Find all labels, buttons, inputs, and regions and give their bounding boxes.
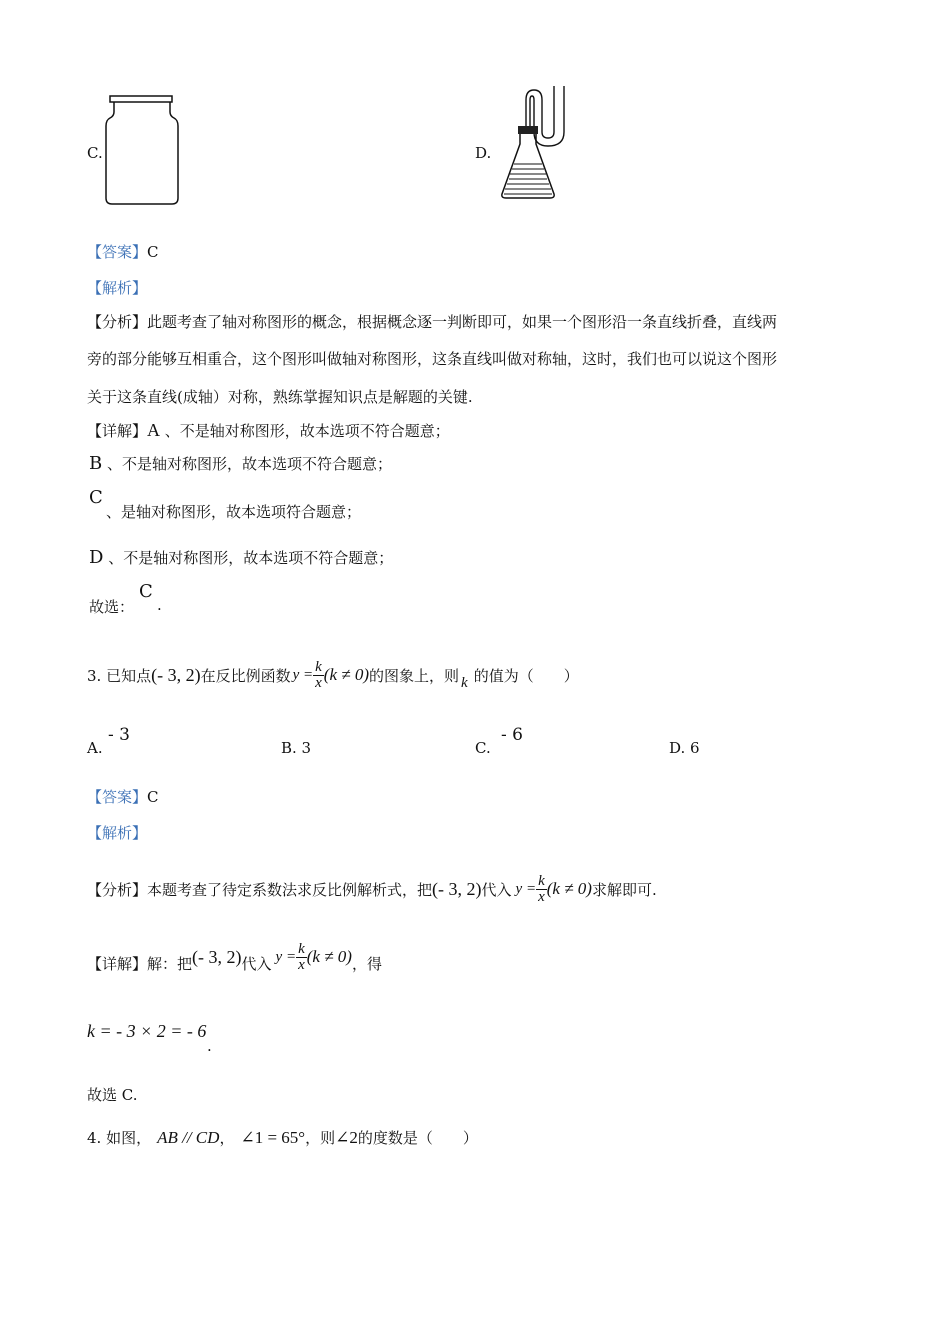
q3-option-d: D. 6: [669, 739, 700, 757]
q4-angle2: ∠2: [335, 1127, 358, 1147]
detail-func-condition: (k ≠ 0): [306, 947, 352, 966]
analysis-text2: 代入: [481, 880, 512, 899]
analysis-text1: 本题考查了待定系数法求反比例解析式，把: [147, 880, 433, 899]
q4-mid: ，则: [305, 1129, 336, 1147]
q3-choose: 故选 C.: [87, 1086, 138, 1104]
analysis-tag: 【分析】: [87, 313, 148, 331]
q2-answer: [87, 241, 159, 262]
letter-d: D: [89, 547, 104, 568]
q2-choose-prefix: 故选：: [89, 598, 135, 616]
detail-text3: ，得: [351, 954, 382, 973]
detail-a-text: 、不是轴对称图形，故本选项不符合题意；: [164, 422, 450, 440]
q3-analysis: [87, 866, 657, 912]
q2-analysis-line3: 关于这条直线(成轴）对称，熟练掌握知识点是解题的关键.: [87, 388, 473, 406]
answer-value: C: [147, 788, 159, 806]
q3-explain-tag: 【解析】: [87, 824, 148, 842]
q2-detail-d: [89, 547, 393, 568]
detail-text2: 代入: [241, 954, 272, 973]
analysis-func-y: y =: [515, 880, 537, 897]
answer-value: C: [147, 243, 159, 261]
q3-suffix: 的值为（ ）: [473, 666, 579, 685]
option-d-label: D.: [475, 144, 492, 162]
letter-c: C: [89, 487, 103, 508]
q4-angle1: ∠1 = 65°: [240, 1127, 306, 1147]
analysis-tag: 【分析】: [87, 880, 148, 899]
q2-analysis-line1: [87, 311, 777, 332]
analysis-func-condition: (k ≠ 0): [546, 879, 592, 898]
letter-a: A: [147, 420, 161, 440]
detail-text1: 解：把: [147, 954, 193, 973]
fraction-numerator: k: [538, 872, 545, 889]
q4-suffix: 的度数是（ ）: [357, 1129, 478, 1147]
detail-b-text: 、不是轴对称图形，故本选项不符合题意；: [107, 455, 393, 473]
q3-stem: [87, 652, 579, 698]
fraction-numerator: k: [315, 658, 322, 675]
detail-tag: 【详解】: [87, 422, 148, 440]
q3-point: (- 3, 2): [151, 664, 201, 685]
fraction-denominator: x: [315, 674, 322, 691]
fraction-numerator: k: [298, 940, 305, 957]
detail-tag: 【详解】: [87, 954, 148, 973]
q2-analysis-line2: 旁的部分能够互相重合，这个图形叫做轴对称图形，这条直线叫做对称轴，这时，我们也可以说这个图形: [87, 350, 778, 368]
q3-option-b: B. 3: [281, 739, 312, 757]
q3-fraction: [313, 660, 324, 691]
q3-option-c-label: C.: [475, 739, 491, 757]
flask-with-tube-figure: [498, 82, 570, 204]
detail-fraction: [296, 942, 307, 973]
answer-tag: 【答案】: [87, 788, 148, 806]
q2-detail-b: [89, 453, 392, 474]
q3-var-k: k: [461, 674, 468, 691]
q3-detail: [87, 940, 382, 986]
letter-b: B: [89, 453, 103, 474]
q2-detail-c-text: 、是轴对称图形，故本选项符合题意；: [106, 503, 362, 521]
q2-detail-a: [87, 420, 450, 441]
q3-option-a-label: A.: [87, 739, 103, 757]
analysis-text3: 求解即可.: [591, 880, 657, 899]
q3-equation-dot: .: [207, 1037, 212, 1055]
fraction-denominator: x: [538, 888, 545, 905]
fraction-denominator: x: [298, 956, 305, 973]
analysis-point: (- 3, 2): [432, 878, 482, 899]
q3-mid: 在反比例函数: [200, 666, 291, 685]
detail-point: (- 3, 2): [192, 946, 242, 967]
wide-mouth-bottle-figure: [100, 92, 184, 210]
detail-func-y: y =: [275, 948, 297, 965]
q3-equation: k = - 3 × 2 = - 6: [87, 1021, 207, 1041]
q4-stem: [87, 1127, 478, 1148]
q3-answer: [87, 786, 159, 807]
q3-option-a-value: - 3: [108, 725, 130, 745]
q3-func-condition: (k ≠ 0): [323, 665, 369, 684]
q4-parallel: AB // CD: [157, 1127, 220, 1147]
q4-sep: ，: [219, 1129, 235, 1147]
answer-tag: 【答案】: [87, 243, 148, 261]
q3-mid2: 的图象上，则: [369, 666, 460, 685]
q4-prefix: 4. 如图，: [87, 1129, 152, 1147]
detail-d-text: 、不是轴对称图形，故本选项不符合题意；: [108, 549, 394, 567]
q3-option-c-value: - 6: [501, 725, 523, 745]
q2-choose-letter: C: [139, 581, 153, 602]
option-c-label: C.: [87, 144, 103, 162]
analysis-fraction: [536, 874, 547, 905]
q2-explain-tag: 【解析】: [87, 279, 148, 297]
q3-func-y: y =: [292, 666, 314, 683]
analysis-text: 此题考查了轴对称图形的概念，根据概念逐一判断即可，如果一个图形沿一条直线折叠，直线两: [147, 313, 778, 331]
q2-choose-suffix: .: [157, 596, 162, 614]
q3-prefix: 3. 已知点: [87, 666, 152, 685]
